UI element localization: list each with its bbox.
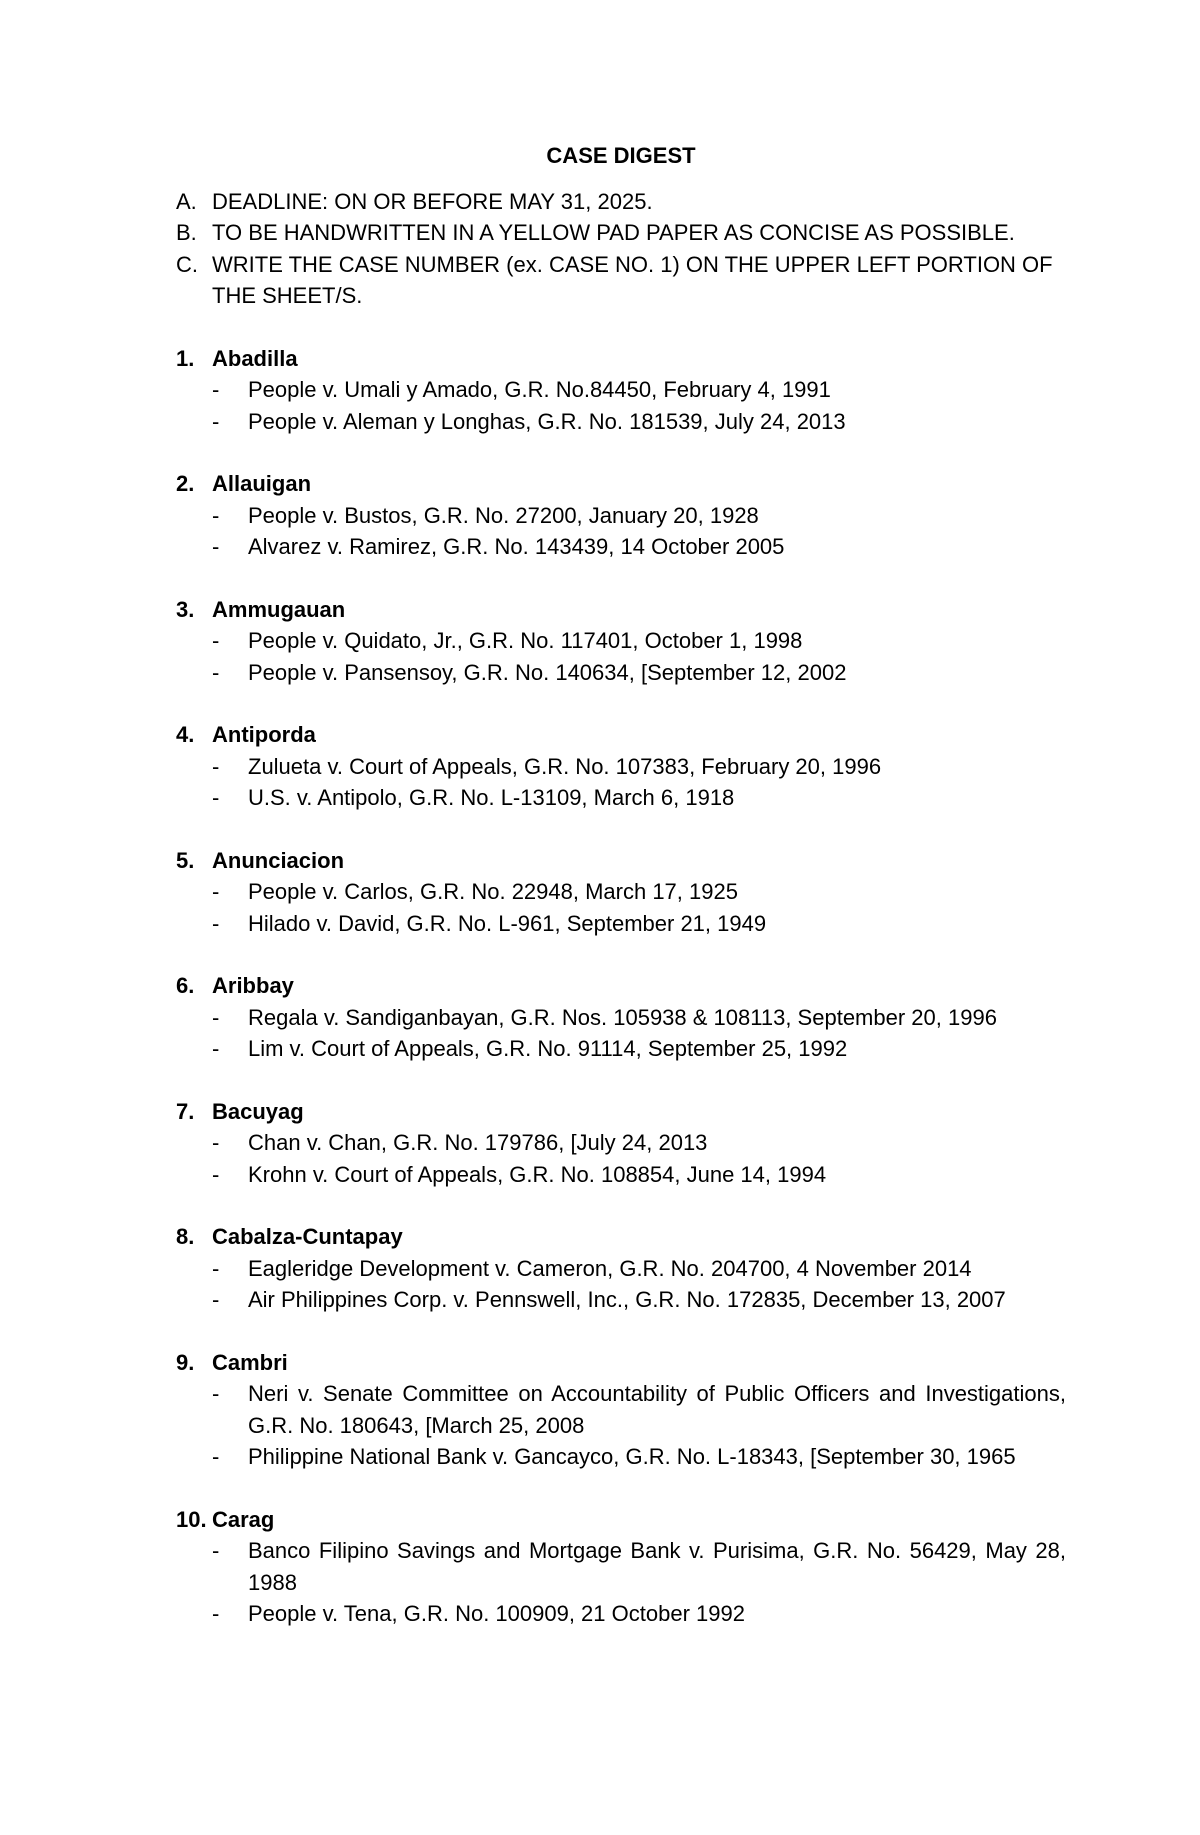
document-body [176,140,1066,1661]
case-citation [176,1159,1066,1191]
instruction-text: TO BE HANDWRITTEN IN A YELLOW PAD PAPER AS CONCISE AS POSSIBLE. [212,220,1015,245]
case-citation [176,406,1066,438]
instruction-text: DEADLINE: ON OR BEFORE MAY 31, 2025. [212,188,653,214]
case-entry [176,845,1066,940]
instruction-item [176,186,1066,218]
case-citation [176,625,1066,657]
case-number: 8. [176,1224,195,1249]
citation-dash: - [212,879,220,904]
case-citation [176,751,1066,783]
case-name: Anunciacion [212,847,345,873]
case-entry [176,1221,1066,1316]
citation-text: People v. Pansensoy, G.R. No. 140634, [September 12, 2002 [248,659,847,685]
case-heading [176,343,1066,375]
case-citation [176,782,1066,814]
case-number: 5. [176,847,195,873]
document-title: CASE DIGEST [546,143,696,168]
citation-dash: - [212,377,220,402]
citation-text: Chan v. Chan, G.R. No. 179786, [July 24, 2013 [248,1130,708,1155]
citation-dash: - [212,753,220,779]
citation-text: People v. Tena, G.R. No. 100909, 21 October 1992 [248,1601,745,1626]
case-name: Bacuyag [212,1098,304,1124]
case-citation [176,876,1066,908]
case-citation [176,531,1066,563]
case-heading [176,468,1066,500]
citation-dash: - [212,1601,220,1626]
citation-text: Philippine National Bank v. Gancayco, G.R. No. L-18343, [September 30, 1965 [248,1444,1016,1469]
citation-dash: - [212,1287,220,1312]
citation-dash: - [212,628,220,653]
citation-text: People v. Carlos, G.R. No. 22948, March 17, 1925 [248,879,738,904]
instruction-item [176,249,1066,312]
instruction-label: B. [176,220,197,245]
case-heading [176,845,1066,877]
instruction-label: A. [176,188,197,214]
citation-text: Neri v. Senate Committee on Accountability of Public Officers and Investigations, G.R. No. 180643, [March 25, 2008 [248,1381,1066,1438]
citation-text: People v. Bustos, G.R. No. 27200, January 20, 1928 [248,502,759,528]
case-citation [176,1127,1066,1159]
case-heading [176,1096,1066,1128]
citation-dash: - [212,1161,220,1187]
citation-dash: - [212,1130,220,1155]
case-entry [176,343,1066,438]
case-citation [176,1441,1066,1473]
case-entry [176,1096,1066,1191]
case-number: 4. [176,722,195,747]
case-heading [176,1504,1066,1536]
case-heading [176,1347,1066,1379]
citation-dash: - [212,1255,220,1281]
citation-text: Eagleridge Development v. Cameron, G.R. No. 204700, 4 November 2014 [248,1255,972,1281]
citation-dash: - [212,502,220,528]
citation-text: Hilado v. David, G.R. No. L-961, September 21, 1949 [248,910,767,936]
citation-dash: - [212,1538,220,1563]
case-entry [176,970,1066,1065]
citation-text: Alvarez v. Ramirez, G.R. No. 143439, 14 October 2005 [248,534,785,559]
citation-dash: - [212,785,220,810]
case-citation [176,374,1066,406]
case-name: Aribbay [212,973,294,998]
case-citation [176,1535,1066,1598]
case-name: Allauigan [212,471,312,496]
case-citation [176,1033,1066,1065]
citation-dash: - [212,910,220,936]
citation-text: U.S. v. Antipolo, G.R. No. L-13109, March 6, 1918 [248,785,735,810]
case-citation [176,908,1066,940]
citation-text: Krohn v. Court of Appeals, G.R. No. 108854, June 14, 1994 [248,1161,827,1187]
instruction-text: WRITE THE CASE NUMBER (ex. CASE NO. 1) ON THE UPPER LEFT PORTION OF THE SHEET/S. [212,251,1053,308]
citation-text: Banco Filipino Savings and Mortgage Bank v. Purisima, G.R. No. 56429, May 28, 1988 [248,1538,1066,1595]
case-name: Antiporda [212,722,316,747]
case-list [176,343,1066,1630]
instruction-label: C. [176,251,198,277]
case-name: Cabalza-Cuntapay [212,1224,403,1249]
case-number: 10. [176,1506,207,1532]
case-entry [176,594,1066,689]
case-name: Cambri [212,1349,288,1375]
case-number: 3. [176,596,195,622]
case-heading [176,719,1066,751]
citation-text: People v. Umali y Amado, G.R. No.84450, February 4, 1991 [248,377,831,402]
case-name: Abadilla [212,345,298,371]
case-citation [176,1378,1066,1441]
case-citation [176,500,1066,532]
citation-dash: - [212,659,220,685]
instruction-item [176,217,1066,249]
citation-text: Zulueta v. Court of Appeals, G.R. No. 107383, February 20, 1996 [248,753,882,779]
case-heading [176,1221,1066,1253]
case-citation [176,1002,1066,1034]
case-entry [176,1504,1066,1630]
case-citation [176,1253,1066,1285]
case-number: 2. [176,471,195,496]
citation-dash: - [212,1444,220,1469]
case-heading [176,970,1066,1002]
case-entry [176,468,1066,563]
citation-text: Regala v. Sandiganbayan, G.R. Nos. 105938 & 108113, September 20, 1996 [248,1004,997,1030]
citation-dash: - [212,1381,220,1406]
case-number: 1. [176,345,195,371]
case-citation [176,1284,1066,1316]
citation-text: Air Philippines Corp. v. Pennswell, Inc., G.R. No. 172835, December 13, 2007 [248,1287,1006,1312]
citation-text: People v. Quidato, Jr., G.R. No. 117401, October 1, 1998 [248,628,803,653]
citation-dash: - [212,408,220,434]
case-number: 7. [176,1098,195,1124]
citation-dash: - [212,534,220,559]
case-citation [176,657,1066,689]
instructions-list [176,186,1066,312]
case-number: 9. [176,1349,195,1375]
case-heading [176,594,1066,626]
citation-text: Lim v. Court of Appeals, G.R. No. 91114, September 25, 1992 [248,1036,848,1061]
citation-text: People v. Aleman y Longhas, G.R. No. 181539, July 24, 2013 [248,408,846,434]
case-citation [176,1598,1066,1630]
case-entry [176,1347,1066,1473]
case-entry [176,719,1066,814]
citation-dash: - [212,1004,220,1030]
case-name: Carag [212,1506,275,1532]
citation-dash: - [212,1036,220,1061]
case-name: Ammugauan [212,596,346,622]
case-number: 6. [176,973,195,998]
